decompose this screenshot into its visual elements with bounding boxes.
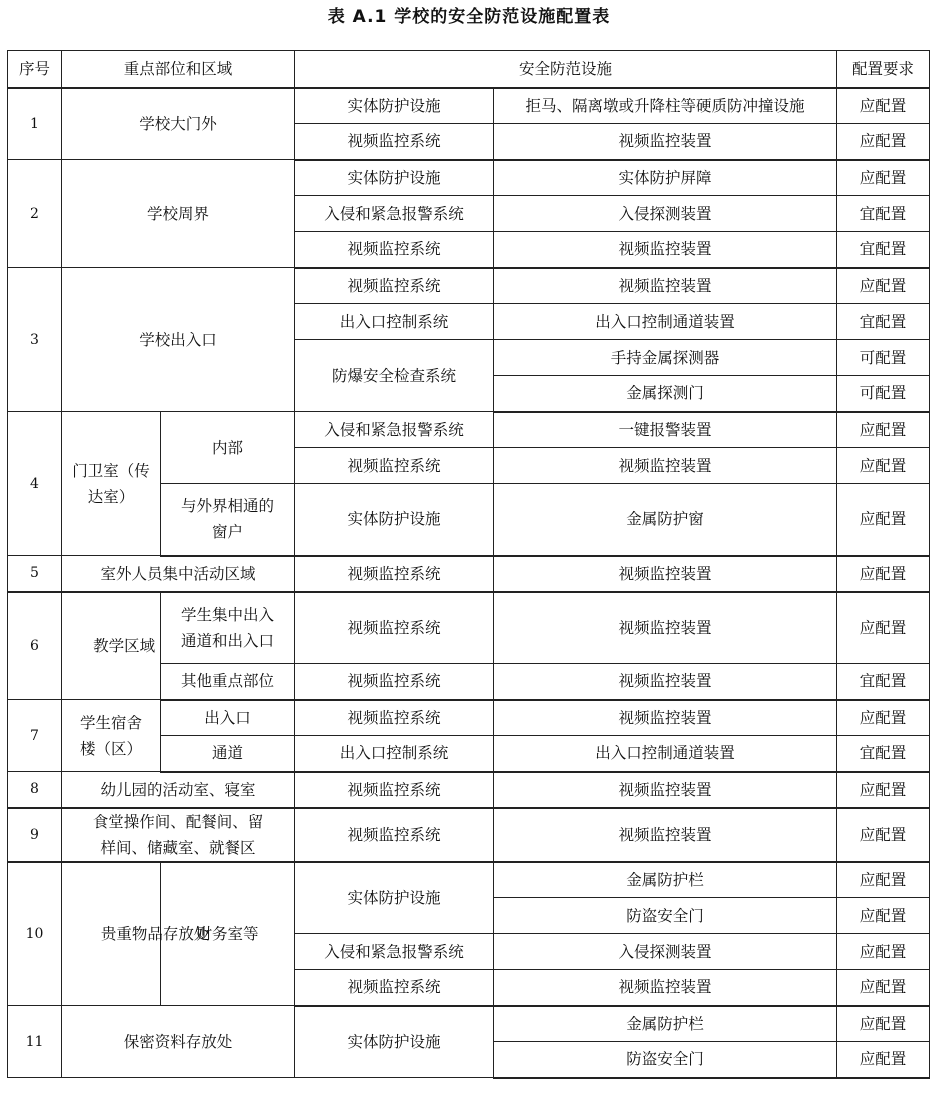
device-cell: 视频监控装置 bbox=[494, 268, 837, 304]
requirement-cell: 应配置 bbox=[837, 700, 930, 736]
device-cell: 防盗安全门 bbox=[494, 898, 837, 934]
table-row bbox=[8, 268, 930, 304]
system-cell: 入侵和紧急报警系统 bbox=[295, 934, 494, 970]
device-cell: 金属防护窗 bbox=[494, 484, 837, 556]
table-title: 表 A.1 学校的安全防范设施配置表 bbox=[327, 7, 611, 27]
device-cell: 拒马、隔离墩或升降柱等硬质防冲撞设施 bbox=[494, 88, 837, 124]
requirement-cell: 宜配置 bbox=[837, 196, 930, 232]
requirement-cell: 可配置 bbox=[837, 376, 930, 412]
table-row bbox=[8, 700, 930, 736]
area-cell: 学校出入口 bbox=[62, 268, 295, 412]
row-number: 10 bbox=[8, 862, 62, 1006]
device-cell: 金属防护栏 bbox=[494, 862, 837, 898]
requirement-cell: 应配置 bbox=[837, 556, 930, 592]
table-row bbox=[8, 772, 930, 808]
requirement-cell: 应配置 bbox=[837, 484, 930, 556]
security-config-table bbox=[7, 50, 930, 1079]
row-number: 6 bbox=[8, 592, 62, 700]
row-number: 1 bbox=[8, 88, 62, 160]
system-cell: 入侵和紧急报警系统 bbox=[295, 412, 494, 448]
system-cell: 视频监控系统 bbox=[295, 772, 494, 808]
system-cell: 视频监控系统 bbox=[295, 268, 494, 304]
system-cell: 视频监控系统 bbox=[295, 700, 494, 736]
area-cell-text: 门卫室（传达室） bbox=[72, 461, 150, 506]
device-cell: 视频监控装置 bbox=[494, 772, 837, 808]
row-number: 4 bbox=[8, 412, 62, 556]
device-cell: 入侵探测装置 bbox=[494, 934, 837, 970]
system-cell: 出入口控制系统 bbox=[295, 736, 494, 772]
device-cell: 手持金属探测器 bbox=[494, 340, 837, 376]
area-cell: 室外人员集中活动区域 bbox=[62, 556, 295, 592]
system-cell: 实体防护设施 bbox=[295, 88, 494, 124]
sub-area-cell: 财务室等 bbox=[161, 862, 295, 1006]
area-cell: 幼儿园的活动室、寝室 bbox=[62, 772, 295, 808]
device-cell: 视频监控装置 bbox=[494, 970, 837, 1006]
sub-area-cell: 内部 bbox=[161, 412, 295, 484]
sub-area-cell-text: 学生集中出入通道和出入口 bbox=[180, 605, 274, 650]
requirement-cell: 应配置 bbox=[837, 88, 930, 124]
table-row bbox=[8, 88, 930, 124]
system-cell: 视频监控系统 bbox=[295, 232, 494, 268]
system-cell: 视频监控系统 bbox=[295, 556, 494, 592]
area-cell bbox=[62, 862, 210, 1006]
requirement-cell: 应配置 bbox=[837, 124, 930, 160]
requirement-cell: 应配置 bbox=[837, 1006, 930, 1042]
device-cell: 视频监控装置 bbox=[494, 592, 837, 664]
device-cell: 金属探测门 bbox=[494, 376, 837, 412]
system-cell: 视频监控系统 bbox=[295, 664, 494, 700]
system-cell: 实体防护设施 bbox=[295, 160, 494, 196]
device-cell: 视频监控装置 bbox=[494, 808, 837, 862]
system-cell: 实体防护设施 bbox=[295, 862, 494, 934]
sub-area-cell: 出入口 bbox=[161, 700, 295, 736]
table-row bbox=[8, 1006, 930, 1042]
area-cell bbox=[62, 700, 161, 772]
area-cell-text: 学生宿舍楼（区） bbox=[79, 713, 142, 758]
header-requirement: 配置要求 bbox=[837, 51, 930, 88]
requirement-cell: 应配置 bbox=[837, 160, 930, 196]
table-row bbox=[8, 160, 930, 196]
header-row bbox=[8, 51, 930, 88]
area-cell: 保密资料存放处 bbox=[62, 1006, 295, 1078]
system-cell: 实体防护设施 bbox=[295, 484, 494, 556]
row-number: 8 bbox=[8, 772, 62, 808]
area-cell: 学校大门外 bbox=[62, 88, 295, 160]
area-cell bbox=[62, 412, 161, 556]
row-number: 7 bbox=[8, 700, 62, 772]
device-cell: 视频监控装置 bbox=[494, 448, 837, 484]
row-number: 5 bbox=[8, 556, 62, 592]
table-row bbox=[8, 556, 930, 592]
header-facility: 安全防范设施 bbox=[295, 51, 837, 88]
area-cell bbox=[62, 592, 161, 700]
requirement-cell: 应配置 bbox=[837, 934, 930, 970]
system-cell: 实体防护设施 bbox=[295, 1006, 494, 1078]
system-cell: 视频监控系统 bbox=[295, 124, 494, 160]
system-cell: 视频监控系统 bbox=[295, 970, 494, 1006]
sub-area-cell bbox=[161, 484, 295, 556]
area-cell-text: 贵重物品存放处 bbox=[100, 924, 210, 943]
requirement-cell: 应配置 bbox=[837, 970, 930, 1006]
sub-area-cell bbox=[161, 592, 295, 664]
area-cell-text: 教学区域 bbox=[93, 636, 156, 655]
requirement-cell: 应配置 bbox=[837, 862, 930, 898]
requirement-cell: 宜配置 bbox=[837, 736, 930, 772]
area-cell-text: 食堂操作间、配餐间、留样间、储藏室、就餐区 bbox=[92, 812, 264, 857]
requirement-cell: 可配置 bbox=[837, 340, 930, 376]
requirement-cell: 应配置 bbox=[837, 772, 930, 808]
requirement-cell: 宜配置 bbox=[837, 232, 930, 268]
sub-area-cell-text: 与外界相通的窗户 bbox=[180, 497, 274, 542]
device-cell: 实体防护屏障 bbox=[494, 160, 837, 196]
requirement-cell: 应配置 bbox=[837, 898, 930, 934]
table-row bbox=[8, 592, 930, 664]
table-row bbox=[8, 862, 930, 898]
row-number: 11 bbox=[8, 1006, 62, 1078]
device-cell: 入侵探测装置 bbox=[494, 196, 837, 232]
sub-area-cell: 通道 bbox=[161, 736, 295, 772]
device-cell: 视频监控装置 bbox=[494, 664, 837, 700]
requirement-cell: 应配置 bbox=[837, 448, 930, 484]
row-number: 3 bbox=[8, 268, 62, 412]
table-row bbox=[8, 412, 930, 448]
system-cell: 防爆安全检查系统 bbox=[295, 340, 494, 412]
requirement-cell: 应配置 bbox=[837, 412, 930, 448]
area-cell bbox=[62, 808, 295, 862]
device-cell: 视频监控装置 bbox=[494, 556, 837, 592]
device-cell: 防盗安全门 bbox=[494, 1042, 837, 1078]
row-number: 9 bbox=[8, 808, 62, 862]
sub-area-cell: 其他重点部位 bbox=[161, 664, 295, 700]
requirement-cell: 应配置 bbox=[837, 592, 930, 664]
area-cell: 学校周界 bbox=[62, 160, 295, 268]
device-cell: 视频监控装置 bbox=[494, 700, 837, 736]
requirement-cell: 应配置 bbox=[837, 808, 930, 862]
system-cell: 视频监控系统 bbox=[295, 808, 494, 862]
device-cell: 金属防护栏 bbox=[494, 1006, 837, 1042]
header-area: 重点部位和区域 bbox=[62, 51, 295, 88]
device-cell: 视频监控装置 bbox=[494, 232, 837, 268]
device-cell: 出入口控制通道装置 bbox=[494, 736, 837, 772]
device-cell: 出入口控制通道装置 bbox=[494, 304, 837, 340]
table-body bbox=[8, 88, 930, 1078]
table-row bbox=[8, 808, 930, 862]
system-cell: 视频监控系统 bbox=[295, 448, 494, 484]
device-cell: 视频监控装置 bbox=[494, 124, 837, 160]
system-cell: 出入口控制系统 bbox=[295, 304, 494, 340]
row-number: 2 bbox=[8, 160, 62, 268]
device-cell: 一键报警装置 bbox=[494, 412, 837, 448]
requirement-cell: 宜配置 bbox=[837, 304, 930, 340]
header-no: 序号 bbox=[8, 51, 62, 88]
requirement-cell: 应配置 bbox=[837, 1042, 930, 1078]
system-cell: 视频监控系统 bbox=[295, 592, 494, 664]
requirement-cell: 宜配置 bbox=[837, 664, 930, 700]
system-cell: 入侵和紧急报警系统 bbox=[295, 196, 494, 232]
requirement-cell: 应配置 bbox=[837, 268, 930, 304]
